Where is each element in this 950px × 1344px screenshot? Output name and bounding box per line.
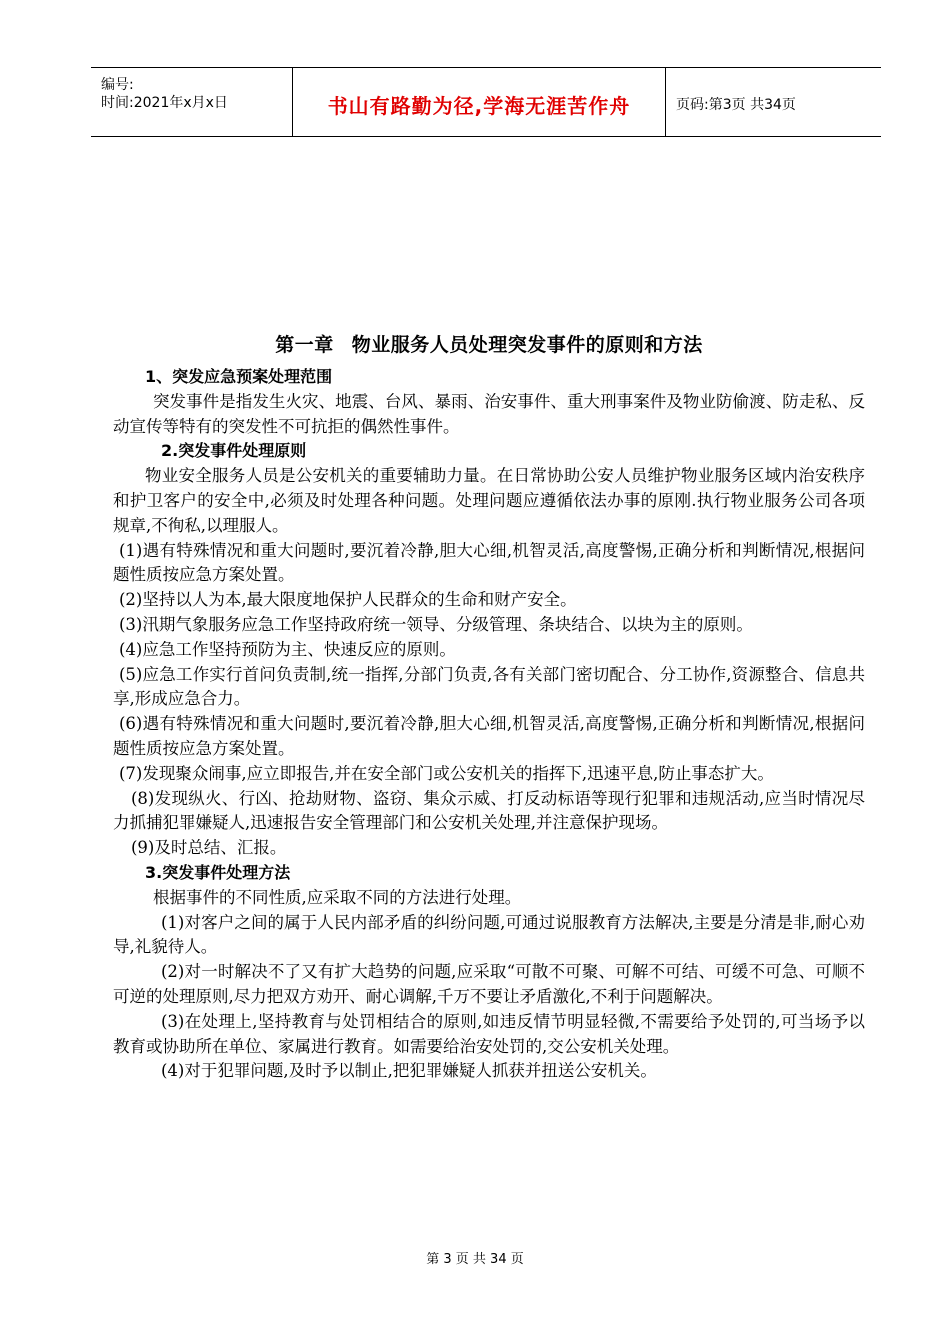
header-motto: 书山有路勤为径,学海无涯苦作舟 — [327, 94, 631, 118]
principle-item: (8)发现纵火、行凶、抢劫财物、盗窃、集众示威、打反动标语等现行犯罪和违规活动,应当时情况尽力抓捕犯罪嫌疑人,迅速报告安全管理部门和公安机关处理,并注意保护现场。 — [113, 788, 865, 833]
principle-item: (1)遇有特殊情况和重大问题时,要沉着冷静,胆大心细,机智灵活,高度警惕,正确分析和判断情况,根据问题性质按应急方案处置。 — [113, 540, 865, 585]
principle-item: (4)应急工作坚持预防为主、快速反应的原则。 — [119, 639, 456, 659]
section-2-heading: 2.突发事件处理原则 — [161, 441, 307, 461]
section-2-intro: 物业安全服务人员是公安机关的重要辅助力量。在日常协助公安人员维护物业服务区域内治安秩序和护卫客户的安全中,必须及时处理各种问题。处理问题应遵循依法办事的原刚.执行物业服务公司各项规章,不徇私,以理服人。 — [113, 466, 865, 535]
section-3-intro: 根据事件的不同性质,应采取不同的方法进行处理。 — [153, 887, 522, 907]
principle-item: (3)汛期气象服务应急工作坚持政府统一领导、分级管理、条块结合、以块为主的原则。 — [119, 614, 753, 634]
method-item: (4)对于犯罪问题,及时予以制止,把犯罪嫌疑人抓获并扭送公安机关。 — [161, 1061, 657, 1081]
chapter-title: 物业服务人员处理突发事件的原则和方法 — [351, 334, 703, 356]
document-number-label: 编号: — [101, 77, 134, 93]
principle-item: (7)发现聚众闹事,应立即报告,并在安全部门或公安机关的指挥下,迅速平息,防止事态扩大。 — [119, 763, 774, 783]
document-time-label: 时间:2021年x月x日 — [101, 95, 228, 111]
principle-item: (9)及时总结、汇报。 — [131, 838, 287, 858]
header-right-cell — [666, 68, 881, 136]
chapter-number: 第一章 — [275, 334, 334, 356]
method-item: (2)对一时解决不了又有扩大趋势的问题,应采取“可散不可聚、可解不可结、可缓不可急、可顺不可逆的处理原则,尽力把双方劝开、耐心调解,千万不要让矛盾激化,不利于问题解决。 — [113, 962, 865, 1006]
section-1-paragraph: 突发事件是指发生火灾、地震、台风、暴雨、治安事件、重大刑事案件及物业防偷渡、防走私、反动宣传等特有的突发性不可抗拒的偶然性事件。 — [113, 391, 865, 436]
document-header — [91, 67, 881, 137]
document-body — [113, 330, 865, 1084]
header-middle-cell — [293, 68, 666, 136]
header-left-cell — [91, 68, 293, 136]
section-3-heading: 3.突发事件处理方法 — [145, 862, 291, 882]
method-item: (1)对客户之间的属于人民内部矛盾的纠纷问题,可通过说服教育方法解决,主要是分清是非,耐心劝导,礼貌待人。 — [113, 912, 865, 957]
principle-item: (5)应急工作实行首问负责制,统一指挥,分部门负责,各有关部门密切配合、分工协作,资源整合、信息共享,形成应急合力。 — [113, 664, 865, 709]
section-1-heading: 1、突发应急预案处理范围 — [145, 367, 333, 386]
header-page-info: 页码:第3页 共34页 — [676, 97, 796, 113]
method-item: (3)在处理上,坚持教育与处罚相结合的原则,如违反情节明显轻微,不需要给予处罚的,可当场予以教育或协助所在单位、家属进行教育。如需要给治安处罚的,交公安机关处理。 — [113, 1011, 865, 1056]
principle-item: (6)遇有特殊情况和重大问题时,要沉着冷静,胆大心细,机智灵活,高度警惕,正确分析和判断情况,根据问题性质按应急方案处置。 — [113, 714, 865, 758]
chapter-heading — [113, 330, 865, 357]
page-footer: 第 3 页 共 34 页 — [426, 1252, 524, 1267]
principle-item: (2)坚持以人为本,最大限度地保护人民群众的生命和财产安全。 — [119, 590, 577, 610]
